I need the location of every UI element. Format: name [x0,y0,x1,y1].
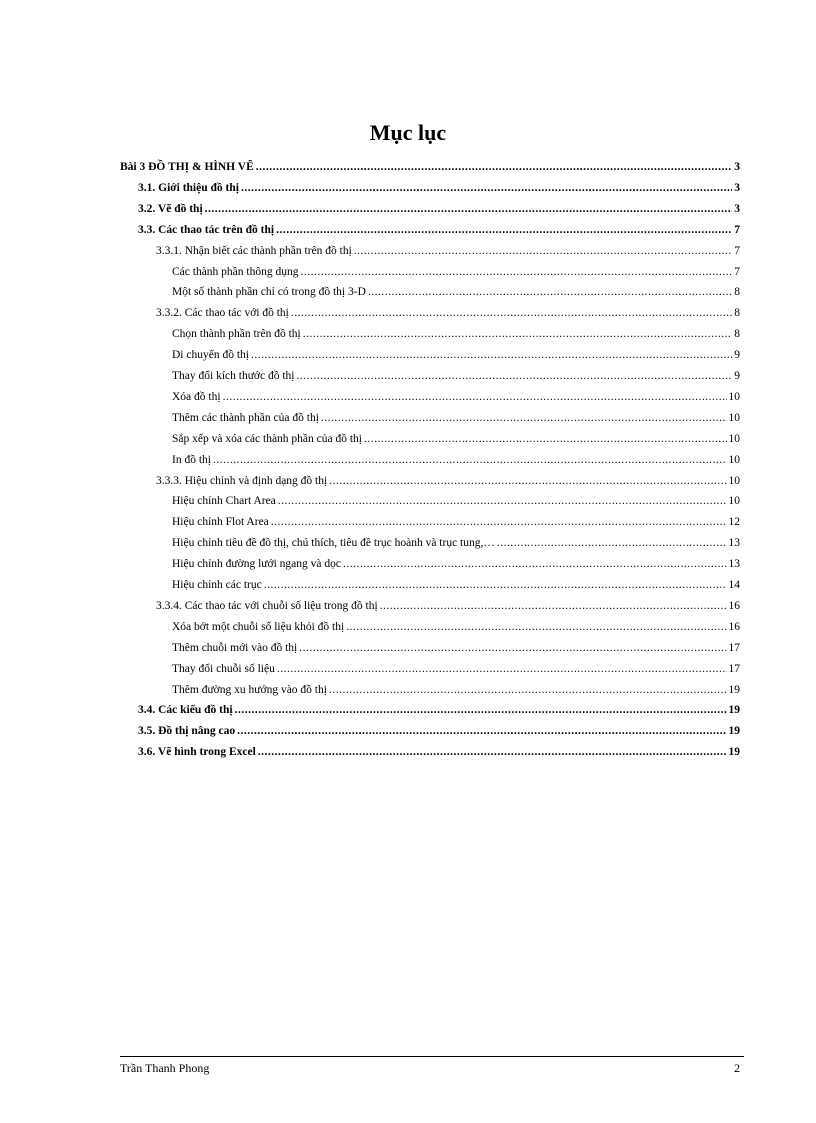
toc-dot-leader [329,683,727,697]
toc-entry[interactable] [172,369,740,383]
toc-dot-leader [278,494,727,508]
toc-dot-leader [251,348,732,362]
toc-entry-page: 19 [728,704,740,717]
toc-entry[interactable] [172,683,740,697]
toc-entry-page: 3 [734,161,740,173]
toc-entry[interactable] [138,703,740,717]
toc-dot-leader [297,369,733,383]
toc-entry-page: 7 [734,223,740,236]
toc-dot-leader [277,662,727,676]
toc-entry[interactable] [172,327,740,341]
toc-entry[interactable] [172,432,740,446]
toc-entry-page: 8 [734,328,740,341]
toc-entry-title: Chọn thành phần trên đồ thị [172,328,301,341]
toc-entry-title: Thêm đường xu hướng vào đồ thị [172,683,327,696]
page-title: Mục lục [369,120,447,145]
toc-dot-leader [497,536,727,550]
toc-entry-page: 9 [734,370,740,382]
toc-entry[interactable] [172,285,740,299]
toc-entry[interactable] [172,662,740,676]
toc-entry-title: Thêm chuỗi mới vào đồ thị [172,641,298,654]
toc-entry-title: Xóa bớt một chuỗi số liệu khỏi đồ thị [172,620,345,633]
toc-dot-leader [235,703,727,717]
toc-dot-leader [321,411,727,425]
toc-entry-title: In đồ thị [172,453,211,466]
toc-entry-title: Thay đổi chuỗi số liệu [172,662,275,675]
toc-entry-page: 7 [734,244,740,257]
toc-dot-leader [354,244,732,258]
toc-entry-page: 19 [728,725,740,738]
toc-entry-title: Thêm các thành phần của đồ thị [172,411,319,424]
toc-entry-page: 10 [728,453,740,466]
toc-entry[interactable] [172,641,740,655]
toc-entry[interactable] [138,223,740,237]
toc-entry[interactable] [156,474,740,488]
toc-entry-title: Một số thành phần chỉ có trong đồ thị 3-D [172,286,366,299]
toc-dot-leader [343,557,727,571]
toc-entry[interactable] [172,453,740,467]
toc-entry[interactable] [172,265,740,279]
toc-entry-title: Bài 3 ĐỒ THỊ & HÌNH VẼ [120,161,254,173]
toc-entry-page: 19 [728,683,740,696]
toc-entry-page: 10 [728,432,740,445]
toc-dot-leader [256,160,732,174]
toc-entry-page: 10 [728,474,740,487]
toc-entry-title: Hiệu chỉnh Flot Area [172,516,269,529]
toc-dot-leader [237,724,726,738]
toc-dot-leader [299,641,726,655]
toc-dot-leader [213,453,727,467]
toc-entry-title: 3.6. Vẽ hình trong Excel [138,746,256,759]
toc-entry-page: 12 [728,516,740,529]
toc-entry-title: Sắp xếp và xóa các thành phần của đồ thị [172,432,363,445]
toc-entry[interactable] [156,599,740,613]
toc-entry-page: 16 [728,599,740,612]
toc-entry-title: 3.3.3. Hiệu chỉnh và định dạng đồ thị [156,474,328,487]
toc-entry[interactable] [138,202,740,216]
toc-dot-leader [346,620,726,634]
toc-entry-page: 17 [728,662,740,675]
footer-author: Trần Thanh Phong [120,1061,210,1075]
toc-entry-title: Hiệu chỉnh tiêu đề đồ thị, chú thích, tiêu đề trục hoành và trục tung,… [172,537,495,550]
toc-dot-leader [276,223,732,237]
toc-entry-page: 8 [734,307,740,320]
toc-dot-leader [364,432,726,446]
toc-entry[interactable] [156,306,740,320]
toc-entry-page: 3 [734,202,740,215]
toc-entry[interactable] [138,745,740,759]
toc-entry[interactable] [172,578,740,592]
toc-entry-page: 10 [728,411,740,424]
toc-dot-leader [300,265,732,279]
toc-dot-leader [271,515,727,529]
toc-entry[interactable] [172,515,740,529]
toc-dot-leader [223,390,727,404]
toc-entry-page: 8 [734,286,740,299]
toc-entry-title: Di chuyển đồ thị [172,349,249,362]
toc-entry-title: Xóa đồ thị [172,390,221,403]
toc-entry-page: 13 [728,537,740,550]
footer-divider [120,1056,744,1057]
toc-entry[interactable] [138,724,740,738]
toc-entry[interactable] [172,494,740,508]
toc-entry-title: 3.3.1. Nhận biết các thành phần trên đồ thị [156,244,352,257]
toc-entry-title: 3.4. Các kiểu đồ thị [138,704,233,717]
toc-entry-title: 3.2. Vẽ đồ thị [138,202,203,215]
toc-entry-page: 19 [728,746,740,759]
toc-entry-page: 3 [734,181,740,194]
toc-dot-leader [380,599,727,613]
toc-entry-title: 3.3. Các thao tác trên đồ thị [138,223,275,236]
toc-entry-title: Hiệu chỉnh đường lưới ngang và dọc [172,558,341,571]
toc-entry-page: 10 [728,390,740,403]
toc-entry[interactable] [156,244,740,258]
toc-entry-page: 14 [728,579,740,591]
toc-entry[interactable] [172,348,740,362]
toc-entry-title: 3.1. Giới thiệu đồ thị [138,181,239,194]
toc-entry-title: Hiệu chỉnh Chart Area [172,495,276,508]
toc-dot-leader [368,285,732,299]
toc-entry-page: 13 [728,558,740,571]
toc-entry-title: Hiệu chỉnh các trục [172,579,262,591]
toc-entry-title: Các thành phần thông dụng [172,265,299,278]
toc-entry[interactable] [172,620,740,634]
toc-dot-leader [205,202,733,216]
toc-entry-page: 10 [728,495,740,508]
toc-entry[interactable] [172,557,740,571]
toc-entry-page: 7 [734,265,740,278]
toc-entry-title: Thay đổi kích thước đồ thị [172,370,295,382]
toc-entry[interactable] [172,390,740,404]
toc-entry-page: 9 [734,349,740,362]
toc-entry[interactable] [172,536,740,550]
toc-entry[interactable] [172,411,740,425]
toc-dot-leader [291,306,732,320]
toc-entry[interactable] [138,181,740,195]
toc-entry-title: 3.5. Đồ thị nâng cao [138,725,236,738]
toc-entry-page: 17 [728,641,740,654]
footer-page-number: 2 [734,1061,740,1075]
toc-dot-leader [258,745,727,759]
toc-entry-page: 16 [728,620,740,633]
toc-dot-leader [329,474,726,488]
toc-entry-title: 3.3.2. Các thao tác với đồ thị [156,307,289,320]
toc-dot-leader [241,181,732,195]
toc-entry[interactable] [120,160,740,174]
toc-entry-title: 3.3.4. Các thao tác với chuỗi số liệu trong đồ thị [156,599,378,612]
toc-dot-leader [264,578,727,592]
toc-dot-leader [303,327,733,341]
